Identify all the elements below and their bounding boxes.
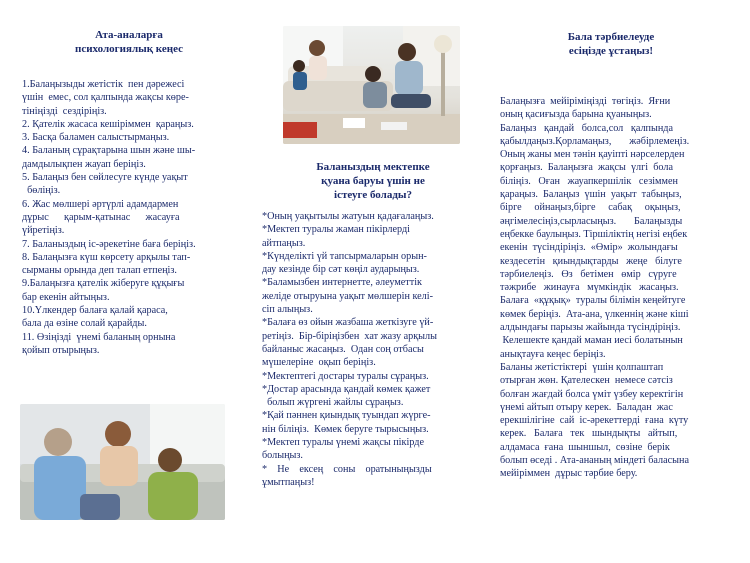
column-1-title-line: психологиялық кеңес [75, 43, 183, 55]
column-2-title-line: қуана баруы үшін не [321, 175, 425, 187]
family-on-couch-illustration [20, 404, 225, 520]
column-3-title [500, 30, 722, 58]
column3-line: қорғаңыз. Балаңызға жақсы үлгі бола [500, 162, 673, 174]
column3-line: қараңыз. Балаңыз үшін уақыт табыңыз, [500, 189, 682, 201]
column2-line: дау кезінде бір сәт көңіл аударыңыз. [262, 264, 420, 276]
column3-line: көмек беріңіз. Ата-ана, үлкеннің және кіші [500, 308, 689, 320]
column2-line: *Балаға өз ойын жазбаша жеткізуге үй- [262, 317, 434, 329]
column1-line: дамдылықпен жауап беріңіз. [22, 158, 146, 170]
column-3-title-line: есіңізде ұстаңыз! [568, 45, 654, 57]
column1-line: 10.Үлкендер балаға қалай қараса, [22, 305, 168, 317]
column2-line: желіде отыруына уақыт мөлшерін келі- [262, 290, 433, 302]
column2-line: *Мектеп туралы жаман пікірлерді [262, 224, 410, 236]
column3-line: мейіріммен дұрыс тәрбие беру. [500, 468, 638, 480]
column3-line: Келешекте қандай маман иесі болатынын [500, 335, 683, 347]
column3-line: бірге ойнаңыз,бірге сабақ оқыңыз, [500, 202, 681, 214]
column1-line: 8. Балаңызға күш көрсету арқылы тап- [22, 251, 191, 263]
column1-line: дұрыс қарым-қатынас жасауға [22, 211, 180, 223]
column1-line: бала да өзіне солай қарайды. [22, 318, 147, 330]
column-2-body [262, 210, 486, 489]
column1-line: қойып отырыңыз. [22, 344, 100, 356]
column2-line: *Қай пәннен қиындық туындап жүрге- [262, 410, 431, 422]
column1-line: 3. Басқа баламен салыстырмаңыз. [22, 132, 170, 144]
column-3-title-line: Бала тәрбиелеуде [567, 31, 655, 43]
column2-line: мүшелеріне оқып беріңіз. [262, 357, 376, 369]
column1-line: үшін емес, сол қалпында жақсы көре- [22, 92, 189, 104]
column1-line: бөліңіз. [22, 185, 61, 197]
column2-line: *Достар арасында қандай көмек қажет [262, 383, 431, 395]
column-2-title-line: Баланыздың мектепке [316, 161, 430, 173]
column2-line: * Не ексең соны оратыныңызды [262, 463, 432, 475]
column2-line: байланыс жасаңыз. Одан соң отбасы [262, 343, 424, 355]
column3-line: Балаңызға мейіріміңізді төгіңіз. Яғни [500, 96, 671, 107]
column2-line: ұмытпаңыз! [262, 476, 315, 488]
column3-line: алдындағы парызы жайында түсіндіріңіз. [500, 322, 681, 334]
family-on-floor-illustration [283, 26, 460, 144]
column3-line: алдамаса ғана шыншыл, сөзіне берік [500, 441, 670, 453]
column1-line: 4. Баланың сұрақтарына шын және шы- [22, 145, 196, 157]
column3-line: екенін түсіндіріңіз. «Өмір» жолындағы [500, 242, 678, 254]
column3-line: қабылдаңыз.Қорламаңыз, жәбірлемеңіз. [500, 135, 690, 147]
column1-line: 2. Қателік жасаса кешіріммен қараңыз. [22, 118, 194, 130]
column2-line: *Күнделікті үй тапсырмаларын орын- [262, 250, 427, 262]
column1-line: 7. Баланыздың іс-әрекетіне баға беріңіз. [22, 238, 196, 250]
column3-line: Оның жаны мен тәнін қауіпті нәрселерден [500, 149, 685, 161]
column1-line: тініңізді сездіріңіз. [22, 105, 107, 117]
family-on-floor-photo [283, 26, 460, 144]
column1-line: 9.Балаңызға қателік жіберуге құқығы [22, 278, 185, 290]
column-3-body [500, 95, 722, 481]
column2-line: сіп алыңыз. [262, 304, 313, 316]
column1-line: 5. Балаңыз бен сөйлесуге күнде уақыт [22, 172, 188, 184]
column3-line: еңбекке баулыңыз. Тіршіліктің негізі еңбек [500, 228, 688, 240]
column3-line: болып өседі . Ата-ананың міндеті баласына [500, 455, 689, 467]
column2-line: нін біліңіз. Көмек беруге тырысыңыз. [262, 423, 429, 435]
column1-line: 6. Жас мөлшері әртүрлі адамдармен [22, 198, 179, 210]
column3-line: үнемі айтып отыру керек. Баладан жас [500, 401, 673, 413]
column-2-title [262, 160, 484, 202]
column3-line: керек. Балаға тек шындықты айтып, [500, 428, 678, 440]
column3-line: кездесетін қиындықтарды жеңе білуге [500, 255, 682, 267]
column2-line: болып жүргені жайлы сұраңыз. [262, 397, 404, 409]
column1-line: сырманы орында деп талап етпеңіз. [22, 265, 177, 277]
column-2-title-line: істеуге болады? [334, 189, 412, 201]
column3-line: тәрбиелеңіз. Өз бетімен өмір сүруге [500, 268, 677, 280]
column2-line: айтпаңыз. [262, 237, 306, 249]
column3-line: Балаға «құқық» туралы білімін кеңейтуге [500, 295, 686, 307]
column1-line: бар екенін айтыңыз. [22, 291, 110, 303]
family-on-couch-photo [20, 404, 225, 520]
column3-line: біліңіз. Оған жауапкершілік сезіммен [500, 175, 678, 187]
column2-line: *Баламызбен интернетте, әлеуметтік [262, 277, 422, 289]
column2-line: *Мектептегі достары туралы сұраңыз. [262, 370, 429, 382]
column-1-title [18, 28, 240, 56]
column3-line: болған жағдай болса үміт үзбеу керектігін [500, 388, 684, 400]
column2-line: *Мектеп туралы үнемі жақсы пікірде [262, 437, 424, 449]
column1-line: 1.Балаңызыды жетістік пен дәрежесі [22, 79, 185, 90]
column3-line: ерекшілігіне сай іс-әрекеттерді ғана күту [500, 415, 689, 427]
column3-line: оның қасиғызда барына қуаныңыз. [500, 109, 652, 121]
column3-line: Балаңыз қандай болса,сол қалпында [500, 122, 673, 134]
column1-line: 11. Өзіңізді үнемі баланың орнына [22, 331, 176, 343]
column2-line: ретіңіз. Бір-біріңізбен хат жазу арқылы [262, 330, 437, 342]
column3-line: әңгімелесіңіз,сырласыңыз. Балаңызды [500, 215, 683, 227]
column3-line: анықтауға кеңес беріңіз. [500, 348, 606, 360]
column2-line: болыңыз. [262, 450, 303, 462]
column2-line: *Оның уақытылы жатуын қадағалаңыз. [262, 211, 434, 222]
column3-line: тәжрибе жинауға мүмкіндік жасаңыз. [500, 282, 679, 294]
column1-line: үйретіңіз. [22, 225, 65, 237]
column-1-body [22, 78, 242, 357]
column3-line: Баланы жетістіктері үшін қолпаштап [500, 361, 664, 373]
column3-line: отырған жөн. Қателескен немесе сәтсіз [500, 375, 673, 387]
column-1-title-line: Ата-аналарға [95, 29, 163, 41]
